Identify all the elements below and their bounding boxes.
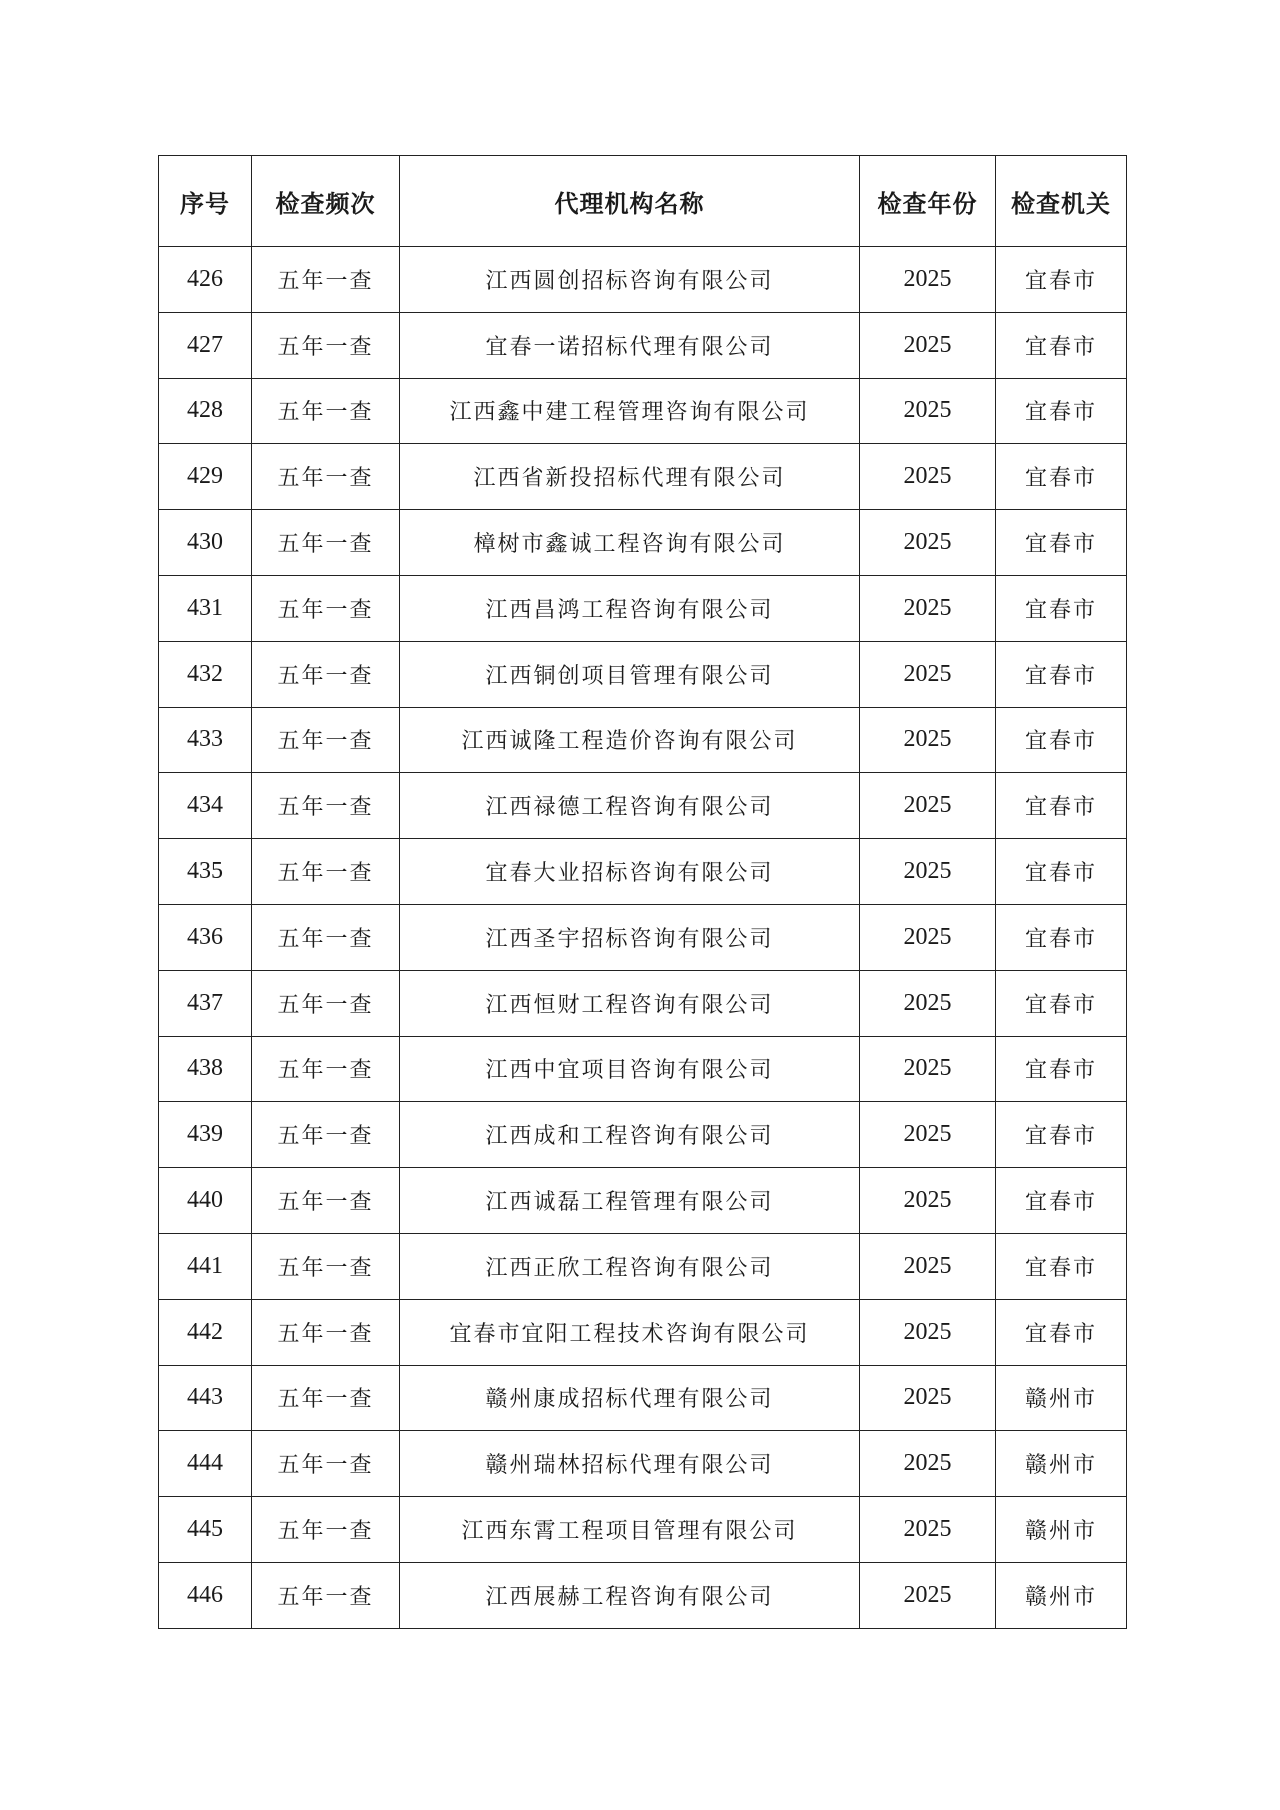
table-row	[159, 773, 1127, 839]
cell-agency-name: 江西圆创招标咨询有限公司	[400, 247, 860, 313]
cell-year: 2025	[860, 1102, 996, 1168]
cell-seq: 433	[159, 707, 252, 773]
cell-year: 2025	[860, 575, 996, 641]
cell-seq: 432	[159, 641, 252, 707]
cell-agency-name: 赣州康成招标代理有限公司	[400, 1365, 860, 1431]
header-seq: 序号	[159, 156, 252, 247]
cell-authority: 赣州市	[996, 1365, 1127, 1431]
table-row	[159, 1431, 1127, 1497]
cell-seq: 442	[159, 1299, 252, 1365]
cell-year: 2025	[860, 707, 996, 773]
cell-agency-name: 江西鑫中建工程管理咨询有限公司	[400, 378, 860, 444]
cell-agency-name: 江西正欣工程咨询有限公司	[400, 1233, 860, 1299]
cell-authority: 宜春市	[996, 773, 1127, 839]
cell-agency-name: 江西恒财工程咨询有限公司	[400, 970, 860, 1036]
cell-seq: 443	[159, 1365, 252, 1431]
cell-year: 2025	[860, 312, 996, 378]
cell-year: 2025	[860, 641, 996, 707]
cell-frequency: 五年一查	[252, 773, 400, 839]
cell-authority: 宜春市	[996, 247, 1127, 313]
cell-year: 2025	[860, 510, 996, 576]
cell-frequency: 五年一查	[252, 444, 400, 510]
cell-agency-name: 江西圣宇招标咨询有限公司	[400, 904, 860, 970]
header-authority: 检查机关	[996, 156, 1127, 247]
cell-frequency: 五年一查	[252, 1497, 400, 1563]
cell-authority: 宜春市	[996, 1036, 1127, 1102]
cell-authority: 赣州市	[996, 1497, 1127, 1563]
cell-agency-name: 江西省新投招标代理有限公司	[400, 444, 860, 510]
cell-year: 2025	[860, 1562, 996, 1628]
cell-frequency: 五年一查	[252, 1036, 400, 1102]
cell-year: 2025	[860, 444, 996, 510]
table-header	[159, 156, 1127, 247]
table-row	[159, 839, 1127, 905]
agency-inspection-table	[158, 155, 1127, 1629]
cell-agency-name: 宜春一诺招标代理有限公司	[400, 312, 860, 378]
cell-seq: 429	[159, 444, 252, 510]
cell-frequency: 五年一查	[252, 1299, 400, 1365]
cell-seq: 430	[159, 510, 252, 576]
cell-frequency: 五年一查	[252, 247, 400, 313]
cell-frequency: 五年一查	[252, 641, 400, 707]
cell-year: 2025	[860, 839, 996, 905]
cell-authority: 宜春市	[996, 839, 1127, 905]
cell-authority: 赣州市	[996, 1562, 1127, 1628]
cell-seq: 437	[159, 970, 252, 1036]
cell-authority: 宜春市	[996, 1102, 1127, 1168]
cell-year: 2025	[860, 378, 996, 444]
header-frequency: 检查频次	[252, 156, 400, 247]
table-row	[159, 1233, 1127, 1299]
cell-frequency: 五年一查	[252, 1102, 400, 1168]
cell-year: 2025	[860, 1233, 996, 1299]
cell-seq: 428	[159, 378, 252, 444]
cell-frequency: 五年一查	[252, 707, 400, 773]
cell-seq: 444	[159, 1431, 252, 1497]
cell-frequency: 五年一查	[252, 575, 400, 641]
cell-seq: 436	[159, 904, 252, 970]
cell-agency-name: 江西诚磊工程管理有限公司	[400, 1168, 860, 1234]
cell-authority: 宜春市	[996, 1299, 1127, 1365]
table-row	[159, 1036, 1127, 1102]
cell-authority: 宜春市	[996, 312, 1127, 378]
table-row	[159, 904, 1127, 970]
table-row	[159, 378, 1127, 444]
cell-agency-name: 宜春市宜阳工程技术咨询有限公司	[400, 1299, 860, 1365]
table-row	[159, 1168, 1127, 1234]
cell-frequency: 五年一查	[252, 839, 400, 905]
table-row	[159, 444, 1127, 510]
cell-seq: 440	[159, 1168, 252, 1234]
cell-agency-name: 江西昌鸿工程咨询有限公司	[400, 575, 860, 641]
cell-authority: 赣州市	[996, 1431, 1127, 1497]
table-row	[159, 510, 1127, 576]
header-agency-name: 代理机构名称	[400, 156, 860, 247]
table-row	[159, 1365, 1127, 1431]
cell-authority: 宜春市	[996, 444, 1127, 510]
cell-authority: 宜春市	[996, 510, 1127, 576]
table-row	[159, 312, 1127, 378]
cell-seq: 426	[159, 247, 252, 313]
table-row	[159, 247, 1127, 313]
cell-year: 2025	[860, 904, 996, 970]
cell-agency-name: 江西东霄工程项目管理有限公司	[400, 1497, 860, 1563]
cell-agency-name: 樟树市鑫诚工程咨询有限公司	[400, 510, 860, 576]
table-row	[159, 641, 1127, 707]
cell-authority: 宜春市	[996, 904, 1127, 970]
cell-authority: 宜春市	[996, 970, 1127, 1036]
table-body	[159, 247, 1127, 1629]
table-row	[159, 1497, 1127, 1563]
table-row	[159, 1562, 1127, 1628]
cell-frequency: 五年一查	[252, 1431, 400, 1497]
cell-frequency: 五年一查	[252, 510, 400, 576]
cell-agency-name: 江西展赫工程咨询有限公司	[400, 1562, 860, 1628]
cell-authority: 宜春市	[996, 1168, 1127, 1234]
cell-seq: 427	[159, 312, 252, 378]
cell-seq: 435	[159, 839, 252, 905]
header-year: 检查年份	[860, 156, 996, 247]
cell-authority: 宜春市	[996, 707, 1127, 773]
cell-seq: 439	[159, 1102, 252, 1168]
cell-year: 2025	[860, 970, 996, 1036]
cell-agency-name: 江西铜创项目管理有限公司	[400, 641, 860, 707]
cell-seq: 441	[159, 1233, 252, 1299]
cell-seq: 445	[159, 1497, 252, 1563]
table-row	[159, 707, 1127, 773]
cell-frequency: 五年一查	[252, 1562, 400, 1628]
cell-agency-name: 江西禄德工程咨询有限公司	[400, 773, 860, 839]
cell-authority: 宜春市	[996, 575, 1127, 641]
cell-agency-name: 江西成和工程咨询有限公司	[400, 1102, 860, 1168]
cell-year: 2025	[860, 247, 996, 313]
cell-frequency: 五年一查	[252, 970, 400, 1036]
cell-agency-name: 江西中宜项目咨询有限公司	[400, 1036, 860, 1102]
cell-year: 2025	[860, 1365, 996, 1431]
cell-agency-name: 赣州瑞林招标代理有限公司	[400, 1431, 860, 1497]
cell-year: 2025	[860, 1036, 996, 1102]
cell-year: 2025	[860, 1497, 996, 1563]
table-row	[159, 1102, 1127, 1168]
cell-authority: 宜春市	[996, 378, 1127, 444]
table-row	[159, 970, 1127, 1036]
cell-seq: 438	[159, 1036, 252, 1102]
table-row	[159, 1299, 1127, 1365]
cell-year: 2025	[860, 1168, 996, 1234]
cell-authority: 宜春市	[996, 641, 1127, 707]
cell-seq: 431	[159, 575, 252, 641]
cell-frequency: 五年一查	[252, 1168, 400, 1234]
cell-seq: 434	[159, 773, 252, 839]
cell-year: 2025	[860, 1299, 996, 1365]
cell-frequency: 五年一查	[252, 904, 400, 970]
cell-agency-name: 宜春大业招标咨询有限公司	[400, 839, 860, 905]
header-row	[159, 156, 1127, 247]
cell-frequency: 五年一查	[252, 1365, 400, 1431]
table-row	[159, 575, 1127, 641]
cell-agency-name: 江西诚隆工程造价咨询有限公司	[400, 707, 860, 773]
cell-seq: 446	[159, 1562, 252, 1628]
cell-frequency: 五年一查	[252, 312, 400, 378]
cell-authority: 宜春市	[996, 1233, 1127, 1299]
cell-year: 2025	[860, 1431, 996, 1497]
cell-frequency: 五年一查	[252, 1233, 400, 1299]
cell-year: 2025	[860, 773, 996, 839]
cell-frequency: 五年一查	[252, 378, 400, 444]
